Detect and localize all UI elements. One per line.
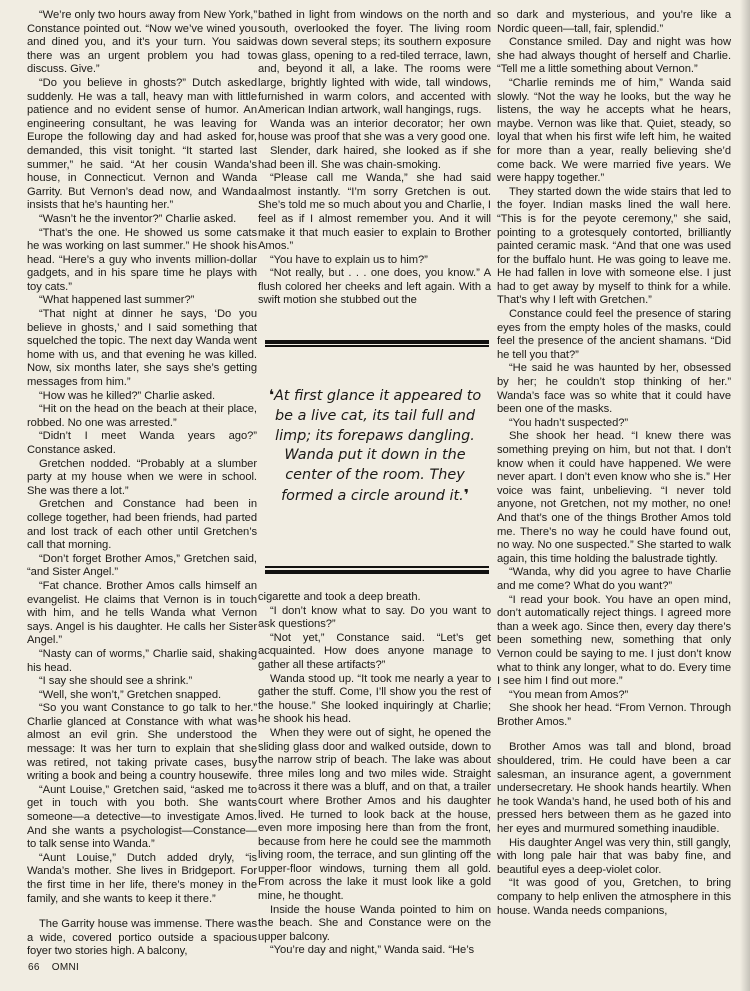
- paragraph: Gretchen and Constance had been in college together, had been friends, had parted and lost track of each other until Gretchen’s call that morning.: [27, 498, 257, 552]
- magazine-name: OMNI: [51, 962, 80, 973]
- paragraph: “You hadn’t suspected?”: [509, 416, 629, 429]
- paragraph: Brother Amos was tall and blond, broad shouldered, trim. He could have been a car salesman, an insurance agent, a government undersecretary. He shook hands heartily. When he took Wanda’s hand, he used both of his and pressed hers between them as he gazed into her eyes and murmured something inaudible.: [497, 741, 731, 836]
- text-column-1: [27, 9, 257, 959]
- paragraph: The Garrity house was immense. There was a wide, covered portico outside a spacious foyer two stories high. A balcony,: [27, 918, 257, 958]
- paragraph: “I read your book. You have an open mind, don’t automatically reject things. I agreed more than a week ago. Since then, every day there’s been something new, something that only Vernon could be saying to me. I just don’t know what to think any longer, what to do. Every time I see him I find out more.”: [497, 593, 731, 688]
- paragraph: Wanda stood up. “It took me nearly a year to gather the stuff. Come, I’ll show you the rest of the house.” She looked inquiringly at Charlie; he shook his head.: [258, 672, 491, 726]
- pullquote-bottom-rule-thin: [265, 566, 489, 568]
- paragraph: Wanda was an interior decorator; her own house was proof that she was a very good one.: [258, 117, 491, 144]
- paragraph: “That night at dinner he says, ‘Do you believe in ghosts,’ and I said something that squelched the topic. The next day Wanda went home with us, and that evening he was killed. Now, six months later, she says she’s getting messages from him.”: [27, 308, 257, 389]
- pullquote: [264, 386, 486, 507]
- paragraph: Constance could feel the presence of staring eyes from the empty holes of the masks, could feel the presence of the ancient shamans. “Did he tell you that?”: [497, 308, 731, 361]
- paragraph: “Aunt Louise,” Gretchen said, “asked me to get in touch with you both. She wants someone—a detective—to investigate Amos. And she wants a psychologist—Constance—to talk sense into Wanda.”: [27, 783, 257, 851]
- paragraph: “You mean from Amos?”: [509, 688, 629, 701]
- paragraph: “We’re only two hours away from New York,” Constance pointed out. “Now we’ve wined you and dined you, and it’s your turn. You said there was an urgent problem you had to discuss. Give.”: [27, 9, 257, 76]
- page-edge-shadow: [740, 0, 750, 991]
- paragraph: “So you want Constance to go talk to her.” Charlie glanced at Constance with what was almost an evil grin. She understood the message: It was her turn to explain that she was retired, not taking private cases, busy writing a book and being a country housewife.: [27, 702, 257, 783]
- paragraph: “Please call me Wanda,” she had said almost instantly. “I’m sorry Gretchen is out. She’s told me so much about you and Charlie, I feel as if I almost remember you. And it will make it that much easier to explain to Brother Amos.”: [258, 172, 491, 253]
- text-column-2-top: [258, 9, 491, 308]
- paragraph: Inside the house Wanda pointed to him on the beach. She and Constance were on the upper balcony.: [258, 903, 491, 943]
- paragraph: “What happened last summer?”: [39, 294, 195, 307]
- text-column-2: [258, 9, 491, 308]
- paragraph: “I say she should see a shrink.”: [39, 675, 193, 688]
- text-column-2-bottom: [258, 591, 491, 958]
- open-quote-mark: ❛: [268, 386, 274, 404]
- paragraph: “How was he killed?” Charlie asked.: [39, 389, 216, 402]
- paragraph: “Hit on the head on the beach at their place, robbed. No one was arrested.”: [27, 403, 257, 429]
- paragraph: so dark and mysterious, and you’re like a Nordic queen—tall, fair, splendid.”: [497, 9, 731, 35]
- close-quote-mark: ❜: [463, 485, 469, 504]
- paragraph: Constance smiled. Day and night was how she had always thought of herself and Charlie. “Tell me a little something about Vernon.”: [497, 36, 731, 76]
- paragraph: Gretchen nodded. “Probably at a slumber party at my house when we were in school. She was there a lot.”: [27, 457, 257, 497]
- paragraph: “You’re day and night,” Wanda said. “He’s: [270, 944, 474, 957]
- paragraph: bathed in light from windows on the north and south, overlooked the foyer. The living room was down several steps; its southern exposure was glass, opening to a red-tiled terrace, lawn, and, beyond it all, a lake. The rooms were large, brightly lighted with wide, tall windows, furnished in warm colors, and accented with American Indian artwork, wall hangings, rugs.: [258, 9, 491, 117]
- paragraph: “Don’t forget Brother Amos,” Gretchen said, “and Sister Angel.”: [27, 552, 257, 579]
- pullquote-bottom-rule: [265, 570, 489, 574]
- paragraph: “Do you believe in ghosts?” Dutch asked suddenly. He was a tall, heavy man with little patience and no evident sense of humor. An engineering consultant, he was leaving for Europe the following day and had asked for, demanded, this visit tonight. “It started last summer,” he said. “At her cousin Wanda’s house, in Connecticut. Vernon and Wanda Garrity. But Vernon’s dead now, and Wanda insists that he’s haunting her.”: [27, 76, 257, 212]
- paragraph: Slender, dark haired, she looked as if she had been ill. She was chain-smoking.: [258, 144, 491, 171]
- paragraph: They started down the wide stairs that led to the foyer. Indian masks lined the wall here. “This is for the peyote ceremony,” she said, pointing to a grotesquely contorted, brilliantly painted ceramic mask. “And that one was used for the buffalo hunt. He was going to leave me. He had fallen in love with someone else. I just had to get away by myself to think for a while. That’s why I left with Gretchen.”: [497, 185, 731, 307]
- page-number: 66: [28, 962, 40, 973]
- paragraph: “Fat chance. Brother Amos calls himself an evangelist. He claims that Vernon is in touch with him, and he tells Wanda what Vernon says. Angel is his daughter. He calls her Sister Angel.”: [27, 579, 257, 647]
- pullquote-top-rule: [265, 340, 489, 344]
- paragraph: “Wanda, why did you agree to have Charlie and me come? What do you want?”: [497, 566, 731, 592]
- paragraph: She shook her head. “I knew there was something preying on him, but not that. I don’t know when it could have happened. We were never apart. I don’t even know who she is.” Her voice was faint, unbelieving. “I never told anyone, not Gretchen, not my mother, no one! And that’s one of the things Brother Amos told me. There’s no way he could have found out, no way. No one suspected.” She started to walk again, this time holding the balustrade tightly.: [497, 430, 731, 565]
- paragraph: “Aunt Louise,” Dutch added dryly, “is Wanda’s mother. She lives in Bridgeport. For the first time in her life, there’s money in the family, and she wants to keep it there.”: [27, 851, 257, 905]
- page-folio: [28, 962, 91, 973]
- paragraph: “Well, she won’t,” Gretchen snapped.: [39, 688, 222, 701]
- paragraph: When they were out of sight, he opened the sliding glass door and walked outside, down to the narrow strip of beach. The lake was about three miles long and two miles wide. Straight across it there was a bluff, and on that, a trailer court where Brother Amos and his daughter lived. He turned to look back at the house, even more imposing here than from the front, because from here he could see the mammoth living room, the terrace, and sun glinting off the upper-floor windows, turning them all gold. From across the lake it must look like a gold mine, he thought.: [258, 726, 491, 903]
- text-column-3: [497, 9, 731, 918]
- paragraph: “It was good of you, Gretchen, to bring company to help enliven the atmosphere in this house. Wanda needs companions,: [497, 877, 731, 917]
- paragraph: “I don’t know what to say. Do you want to ask questions?”: [258, 604, 491, 631]
- paragraph: “You have to explain us to him?”: [270, 253, 428, 266]
- paragraph: “That’s the one. He showed us some cats he was working on last summer.” He shook his head. “Here’s a guy who invents million-dollar gadgets, and in his spare time he plays with toy cats.”: [27, 226, 257, 293]
- paragraph: cigarette and took a deep breath.: [258, 591, 421, 603]
- paragraph: “Charlie reminds me of him,” Wanda said slowly. “Not the way he looks, but the way he listens, the way he accepts what he hears, maybe. Vernon was like that. Quiet, steady, so loyal that when his first wife left him, he waited for more than a year, really believing she’d come back. We were married five years. We were happy together.”: [497, 76, 731, 185]
- paragraph: “Not really, but . . . one does, you know.” A flush colored her cheeks and left again. With a swift motion she stubbed out the: [258, 267, 491, 307]
- paragraph: “Didn’t I meet Wanda years ago?” Constance asked.: [27, 430, 257, 456]
- pullquote-top-rule-thin: [265, 345, 489, 347]
- paragraph: His daughter Angel was very thin, still gangly, with long pale hair that was baby fine, and beautiful eyes a deep-violet color.: [497, 836, 731, 876]
- paragraph: “Not yet,” Constance said. “Let’s get acquainted. How does anyone manage to gather all these artifacts?”: [258, 631, 491, 671]
- paragraph: “Wasn’t he the inventor?” Charlie asked.: [39, 212, 237, 225]
- paragraph: “Nasty can of worms,” Charlie said, shaking his head.: [27, 647, 257, 674]
- paragraph: She shook her head. “From Vernon. Through Brother Amos.”: [497, 702, 731, 728]
- pullquote-text: At first glance it appeared to be a live cat, its tail full and limp; its forepaws dangling. Wanda put it down in the center of the room. They formed a circle around it.: [273, 388, 482, 504]
- paragraph: “He said he was haunted by her, obsessed by her; he couldn’t stop thinking of her.” Wanda’s face was so white that it could have been one of the masks.: [497, 362, 731, 416]
